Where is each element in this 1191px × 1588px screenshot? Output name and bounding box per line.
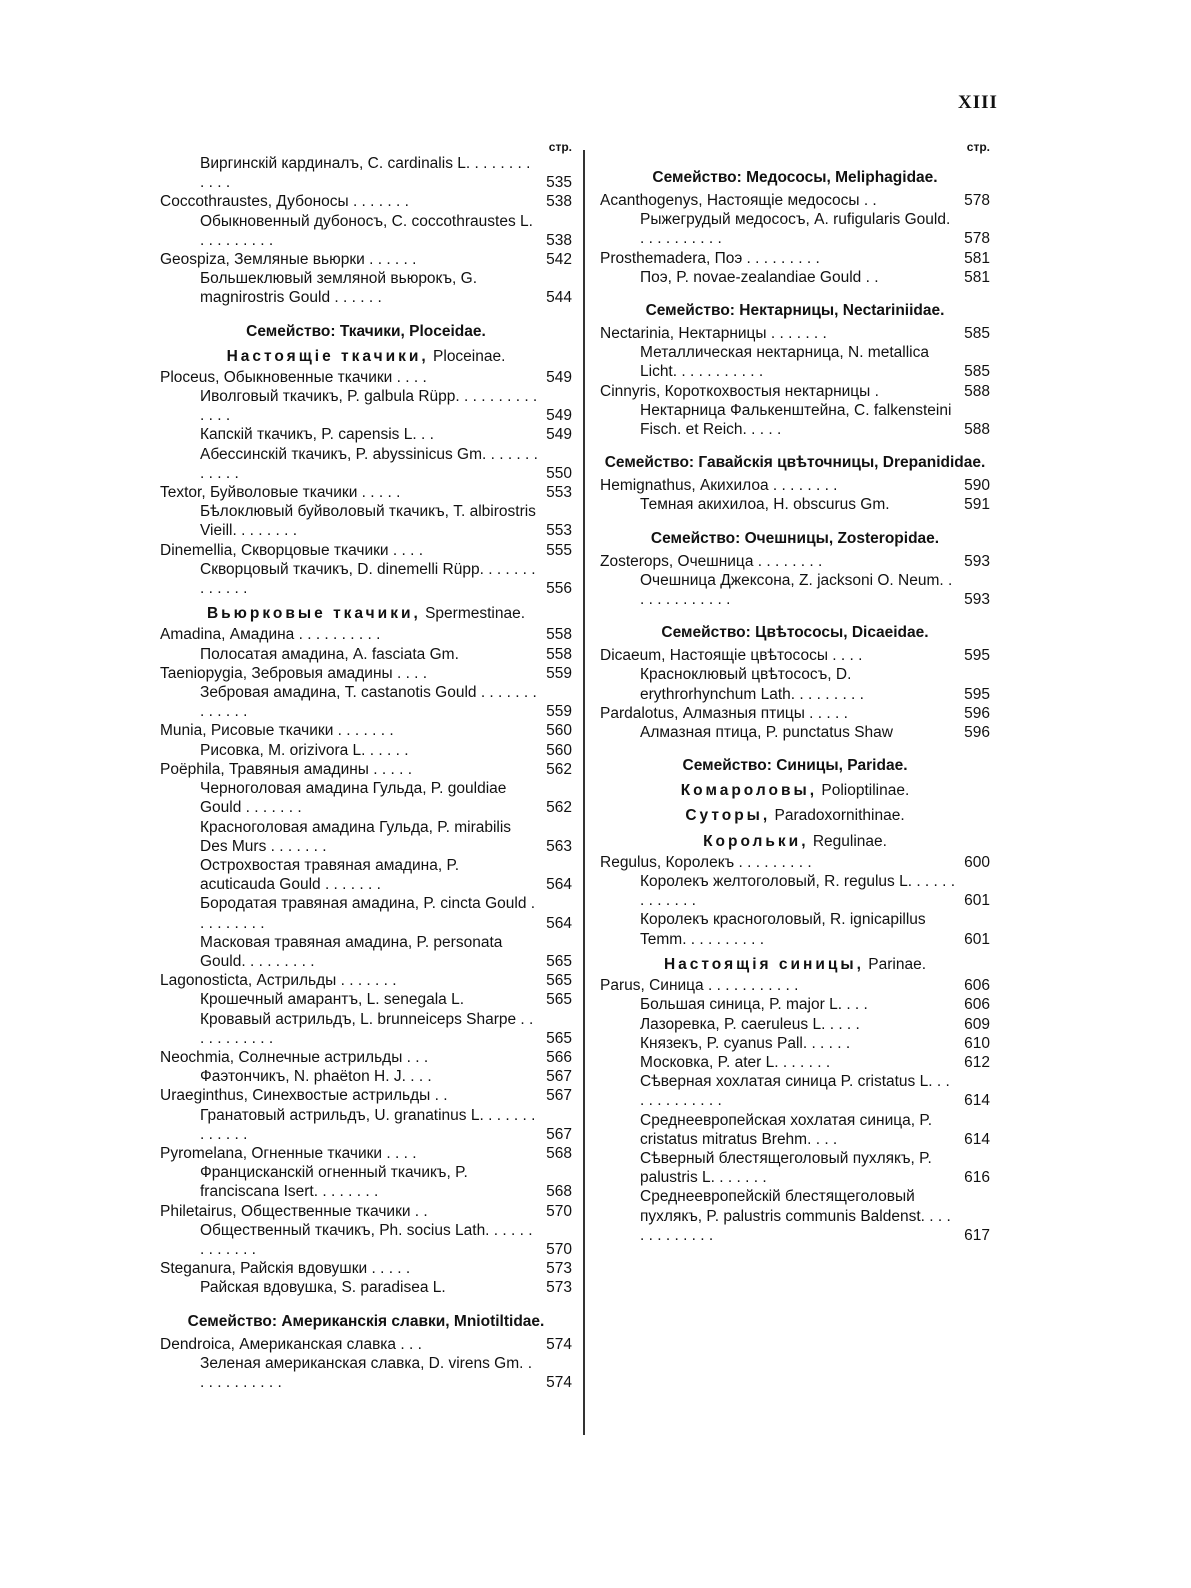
entry-page: 590 [964, 477, 990, 495]
entry-page: 558 [546, 626, 572, 644]
entry-text: Regulus, Королекъ . . . . . . . . . [600, 853, 812, 871]
entry-page: 591 [964, 496, 990, 514]
entry-page: 553 [546, 484, 572, 502]
entry-page: 550 [546, 464, 572, 482]
entry-text: Textor, Буйволовые ткачики . . . . . [160, 484, 401, 502]
left-entry-list [160, 154, 572, 1392]
species-entry [160, 856, 572, 894]
entry-page: 564 [546, 914, 572, 932]
entry-page: 616 [964, 1169, 990, 1187]
right-column [600, 140, 990, 1245]
entry-page: 581 [964, 268, 990, 286]
species-entry [160, 387, 572, 425]
entry-page: 596 [964, 704, 990, 722]
genus-entry [160, 625, 572, 644]
entry-text: Uraeginthus, Синехвостые астрильды . . [160, 1087, 448, 1105]
entry-page: 538 [546, 193, 572, 211]
entry-page: 559 [546, 664, 572, 682]
genus-entry [600, 853, 990, 872]
entry-text: Острохвостая травяная амадина, P. acuticauda Gould . . . . . . . [200, 856, 460, 894]
family-heading: Семейство: Медососы, Meliphagidae. [652, 169, 938, 186]
entry-text: Poëphila, Травяныя амадины . . . . . [160, 760, 412, 778]
page-column-label: стр. [966, 140, 990, 154]
right-entry-list [600, 168, 990, 1245]
family-heading: Семейство: Американскія славки, Mniotiltidae. [187, 1312, 545, 1330]
species-entry [600, 723, 990, 742]
entry-page: 606 [964, 977, 990, 995]
species-entry [160, 818, 572, 856]
subfamily-latin: Spermestinae. [425, 605, 526, 623]
species-entry [160, 1278, 572, 1297]
genus-entry [160, 1086, 572, 1105]
entry-page: 559 [546, 703, 572, 721]
species-entry [600, 1149, 990, 1187]
genus-entry [160, 192, 572, 211]
subfamily-heading [600, 806, 990, 825]
entry-text: Фаэтончикъ, N. phaëton H. J. . . . [200, 1068, 432, 1086]
subfamily-latin: Ploceinae. [433, 347, 506, 365]
entry-page: 562 [546, 760, 572, 778]
entry-page: 568 [546, 1144, 572, 1162]
entry-text: Красноголовая амадина Гульда, P. mirabilis Des Murs . . . . . . . [200, 818, 512, 855]
species-entry [600, 1034, 990, 1053]
entry-page: 596 [964, 724, 990, 742]
entry-page: 585 [964, 325, 990, 343]
genus-entry [160, 971, 572, 990]
subfamily-heading [600, 955, 990, 974]
species-entry [600, 268, 990, 287]
entry-page: 567 [546, 1125, 572, 1143]
species-entry [160, 1163, 572, 1201]
entry-page: 562 [546, 799, 572, 817]
entry-text: Taeniopygia, Зебровыя амадины . . . . [160, 664, 428, 682]
entry-text: Обыкновенный дубоносъ, C. coccothraustes L. . . . . . . . . . [200, 212, 533, 249]
entry-page: 566 [546, 1048, 572, 1066]
species-entry [600, 1187, 990, 1245]
genus-entry [600, 976, 990, 995]
entry-text: Нектарница Фалькенштейна, C. falkensteini Fisch. et Reich. . . . . [640, 401, 952, 439]
entry-text: Райская вдовушка, S. paradisea L. [200, 1279, 446, 1297]
entry-text: Pyromelana, Огненные ткачики . . . . [160, 1144, 417, 1162]
column-divider [583, 150, 585, 1435]
species-entry [160, 779, 572, 817]
entry-page: 556 [546, 580, 572, 598]
genus-entry [160, 1048, 572, 1067]
genus-entry [160, 541, 572, 560]
species-entry [600, 872, 990, 910]
entry-text: Масковая травяная амадина, P. personata Gould. . . . . . . . . [200, 933, 503, 970]
genus-entry [160, 483, 572, 502]
entry-text: Сѣверная хохлатая синица P. cristatus L. . . . . . . . . . . . . [640, 1073, 950, 1110]
entry-page: 578 [964, 230, 990, 248]
entry-text: Dinemellia, Скворцовые ткачики . . . . [160, 541, 424, 559]
subfamily-heading [600, 781, 990, 800]
genus-entry [600, 191, 990, 210]
entry-page: 601 [964, 892, 990, 910]
entry-text: Coccothraustes, Дубоносы . . . . . . . [160, 193, 409, 211]
species-entry [160, 269, 572, 307]
entry-text: Абессинскій ткачикъ, P. abyssinicus Gm. . . . . . . . . . . . [200, 445, 538, 482]
subfamily-name: Вьюрковые ткачики, [206, 605, 421, 623]
species-entry [160, 1221, 572, 1259]
entry-page: 563 [546, 837, 572, 855]
subfamily-heading [160, 347, 572, 366]
entry-text: Acanthogenys, Настоящіе медососы . . [600, 192, 877, 209]
entry-text: Крошечный амарантъ, L. senegala L. [200, 991, 465, 1009]
species-entry [600, 210, 990, 248]
entry-page: 560 [546, 741, 572, 759]
entry-page: 567 [546, 1068, 572, 1086]
entry-page: 578 [964, 192, 990, 209]
entry-page: 565 [546, 972, 572, 990]
species-entry [160, 445, 572, 483]
entry-text: Зебровая амадина, T. castanotis Gould . . . . . . . . . . . . . [200, 684, 537, 721]
family-heading: Семейство: Цвѣтососы, Dicaeidae. [661, 624, 929, 642]
species-entry [160, 741, 572, 760]
entry-page: 593 [964, 591, 990, 609]
genus-entry [160, 664, 572, 683]
entry-page: 549 [546, 407, 572, 425]
entry-text: Philetairus, Общественные ткачики . . [160, 1202, 428, 1220]
entry-page: 558 [546, 645, 572, 663]
species-entry [600, 1111, 990, 1149]
genus-entry [600, 382, 990, 401]
subfamily-heading [600, 832, 990, 851]
entry-page: 612 [964, 1053, 990, 1071]
entry-text: Алмазная птица, P. punctatus Shaw [640, 724, 893, 742]
entry-text: Металлическая нектарница, N. metallica Licht. . . . . . . . . . . [640, 344, 929, 381]
species-entry [160, 1067, 572, 1086]
entry-text: Сѣверный блестящеголовый пухлякъ, P. palustris L. . . . . . . [640, 1149, 932, 1187]
subfamily-latin: Paradoxornithinae. [774, 807, 905, 825]
entry-page: 606 [964, 996, 990, 1014]
entry-page: 614 [964, 1092, 990, 1110]
entry-text: Hemignathus, Акихилоа . . . . . . . . [600, 477, 838, 495]
species-entry [600, 1015, 990, 1034]
subfamily-name: Настоящіе ткачики, [226, 347, 429, 365]
species-entry [160, 683, 572, 721]
entry-text: Темная акихилоа, H. obscurus Gm. [640, 496, 890, 514]
left-column [160, 140, 572, 1392]
entry-text: Красноклювый цвѣтососъ, D. erythrorhynchum Lath. . . . . . . . . [640, 666, 864, 703]
genus-entry [600, 646, 990, 665]
entry-page: 555 [546, 541, 572, 559]
species-entry [600, 1053, 990, 1072]
entry-page: 535 [546, 174, 572, 192]
entry-text: Скворцовый ткачикъ, D. dinemelli Rüpp. . . . . . . . . . . . . [200, 560, 536, 598]
entry-text: Лазоревка, P. caeruleus L. . . . . [640, 1015, 860, 1033]
entry-text: Францисканскій огненный ткачикъ, P. franciscana Isert. . . . . . . . [200, 1164, 468, 1201]
entry-text: Очешница Джексона, Z. jacksoni O. Neum. . . . . . . . . . . . . [640, 571, 953, 609]
genus-entry [600, 704, 990, 723]
entry-text: Pardalotus, Алмазныя птицы . . . . . [600, 704, 848, 722]
entry-page: 600 [964, 853, 990, 871]
entry-page: 565 [546, 952, 572, 970]
entry-text: Dendroica, Американская славка . . . [160, 1335, 422, 1353]
entry-text: Steganura, Райскія вдовушки . . . . . [160, 1260, 411, 1278]
entry-page: 617 [964, 1226, 990, 1244]
family-heading: Семейство: Гавайскія цвѣточницы, Drepanididae. [604, 454, 986, 472]
family-heading: Семейство: Ткачики, Ploceidae. [246, 322, 486, 340]
species-entry [160, 1106, 572, 1144]
entry-page: 601 [964, 930, 990, 948]
entry-page: 538 [546, 231, 572, 249]
entry-text: Виргинскій кардиналъ, C. cardinalis L. . . . . . . . . . . . [200, 155, 531, 192]
species-entry [600, 343, 990, 381]
entry-text: Lagonosticta, Астрильды . . . . . . . [160, 972, 397, 990]
entry-page: 574 [546, 1335, 572, 1353]
genus-entry [160, 721, 572, 740]
entry-text: Королекъ желтоголовый, R. regulus L. . . . . . . . . . . . . [640, 873, 956, 910]
entry-page: 593 [964, 552, 990, 570]
subfamily-latin: Parinae. [868, 955, 927, 973]
entry-text: Prosthemadera, Поэ . . . . . . . . . [600, 249, 820, 267]
genus-entry [600, 249, 990, 268]
entry-page: 567 [546, 1087, 572, 1105]
entry-text: Большеклювый земляной вьюрокъ, G. magnirostris Gould . . . . . . [200, 270, 478, 307]
species-entry [160, 1354, 572, 1392]
entry-page: 560 [546, 722, 572, 740]
entry-text: Zosterops, Очешница . . . . . . . . [600, 552, 823, 570]
species-entry [600, 1072, 990, 1110]
subfamily-latin: Polioptilinae. [821, 782, 910, 800]
entry-page: 542 [546, 251, 572, 269]
entry-text: Кровавый астрильдъ, L. brunneiceps Sharpe . . . . . . . . . . . [200, 1010, 534, 1047]
entry-text: Капскій ткачикъ, P. capensis L. . . [200, 426, 434, 444]
entry-text: Московка, P. ater L. . . . . . . [640, 1053, 831, 1071]
entry-page: 549 [546, 368, 572, 386]
entry-page: 574 [546, 1373, 572, 1391]
entry-text: Полосатая амадина, A. fasciata Gm. [200, 645, 459, 663]
entry-page: 614 [964, 1130, 990, 1148]
species-entry [160, 990, 572, 1009]
subfamily-name: Суторы, [685, 807, 771, 825]
species-entry [600, 401, 990, 439]
entry-page: 588 [964, 382, 990, 400]
entry-text: Munia, Рисовые ткачики . . . . . . . [160, 722, 394, 740]
genus-entry [600, 476, 990, 495]
entry-text: Рыжегрудый медососъ, A. rufigularis Gould. . . . . . . . . . . [640, 211, 951, 248]
entry-text: Зеленая американская славка, D. virens Gm. . . . . . . . . . . . [200, 1354, 533, 1391]
entry-page: 565 [546, 1029, 572, 1047]
entry-page: 553 [546, 522, 572, 540]
entry-text: Geospiza, Земляные вьюрки . . . . . . [160, 251, 417, 269]
entry-text: Среднеевропейскій блестящеголовый пухлякъ, P. palustris communis Baldenst. . . . . . . . . . . . . [640, 1188, 951, 1244]
entry-text: Иволговый ткачикъ, P. galbula Rüpp. . . . . . . . . . . . . . [200, 388, 538, 425]
species-entry [600, 910, 990, 948]
subfamily-name: Комароловы, [680, 782, 818, 800]
entry-page: 544 [546, 289, 572, 307]
entry-page: 609 [964, 1015, 990, 1033]
entry-text: Черноголовая амадина Гульда, P. gouldiae Gould . . . . . . . [200, 780, 507, 817]
entry-page: 595 [964, 647, 990, 665]
entry-page: 585 [964, 363, 990, 381]
species-entry [160, 425, 572, 444]
subfamily-heading [160, 604, 572, 623]
entry-text: Amadina, Амадина . . . . . . . . . . [160, 626, 381, 644]
subfamily-name: Корольки, [703, 832, 809, 850]
species-entry [600, 665, 990, 703]
entry-text: Бородатая травяная амадина, P. cincta Gould . . . . . . . . . [200, 895, 536, 932]
entry-text: Dicaeum, Настоящіе цвѣтососы . . . . [600, 647, 863, 665]
entry-text: Поэ, P. novae-zealandiae Gould . . [640, 268, 879, 286]
species-entry [160, 212, 572, 250]
entry-text: Королекъ красноголовый, R. ignicapillus Temm. . . . . . . . . . [640, 911, 926, 948]
entry-page: 564 [546, 876, 572, 894]
entry-page: 573 [546, 1260, 572, 1278]
genus-entry [600, 324, 990, 343]
species-entry [160, 154, 572, 192]
entry-page: 549 [546, 426, 572, 444]
species-entry [160, 894, 572, 932]
entry-text: Большая синица, P. major L. . . . [640, 996, 868, 1014]
page-number: XIII [958, 92, 998, 113]
genus-entry [160, 760, 572, 779]
species-entry [160, 502, 572, 540]
entry-page: 570 [546, 1240, 572, 1258]
entry-text: Nectarinia, Нектарницы . . . . . . . [600, 325, 827, 343]
genus-entry [600, 552, 990, 571]
entry-text: Бѣлоклювый буйволовый ткачикъ, T. albirostris Vieill. . . . . . . . [200, 503, 536, 540]
genus-entry [160, 1259, 572, 1278]
entry-text: Рисовка, M. orizivora L. . . . . . [200, 741, 409, 759]
subfamily-name: Настоящія синицы, [663, 955, 864, 973]
page-column-label: стр. [548, 140, 572, 154]
entry-text: Neochmia, Солнечные астрильды . . . [160, 1048, 429, 1066]
entry-page: 570 [546, 1202, 572, 1220]
species-entry [160, 1010, 572, 1048]
genus-entry [160, 368, 572, 387]
entry-text: Parus, Синица . . . . . . . . . . . [600, 977, 799, 995]
family-heading: Семейство: Синицы, Paridae. [682, 757, 908, 775]
genus-entry [160, 250, 572, 269]
subfamily-latin: Regulinae. [812, 832, 887, 850]
species-entry [600, 571, 990, 609]
species-entry [160, 933, 572, 971]
species-entry [600, 995, 990, 1014]
genus-entry [160, 1202, 572, 1221]
entry-text: Ploceus, Обыкновенные ткачики . . . . [160, 368, 427, 386]
genus-entry [160, 1144, 572, 1163]
entry-page: 568 [546, 1183, 572, 1201]
entry-page: 581 [964, 249, 990, 267]
entry-text: Князекъ, P. cyanus Pall. . . . . . [640, 1034, 851, 1052]
entry-page: 588 [964, 421, 990, 439]
entry-text: Гранатовый астрильдъ, U. granatinus L. . . . . . . . . . . . . [200, 1106, 536, 1143]
entry-page: 595 [964, 685, 990, 703]
family-heading: Семейство: Очешницы, Zosteropidae. [650, 529, 940, 547]
entry-text: Общественный ткачикъ, Ph. socius Lath. . . . . . . . . . . . . [200, 1221, 533, 1258]
genus-entry [160, 1335, 572, 1354]
species-entry [600, 495, 990, 514]
entry-page: 573 [546, 1279, 572, 1297]
species-entry [160, 560, 572, 598]
species-entry [160, 645, 572, 664]
family-heading: Семейство: Нектарницы, Nectariniidae. [645, 302, 945, 320]
entry-text: Cinnyris, Короткохвостыя нектарницы . [600, 382, 879, 400]
entry-page: 610 [964, 1034, 990, 1052]
entry-page: 565 [546, 991, 572, 1009]
entry-text: Среднеевропейская хохлатая синица, P. cristatus mitratus Brehm. . . . [640, 1111, 933, 1148]
